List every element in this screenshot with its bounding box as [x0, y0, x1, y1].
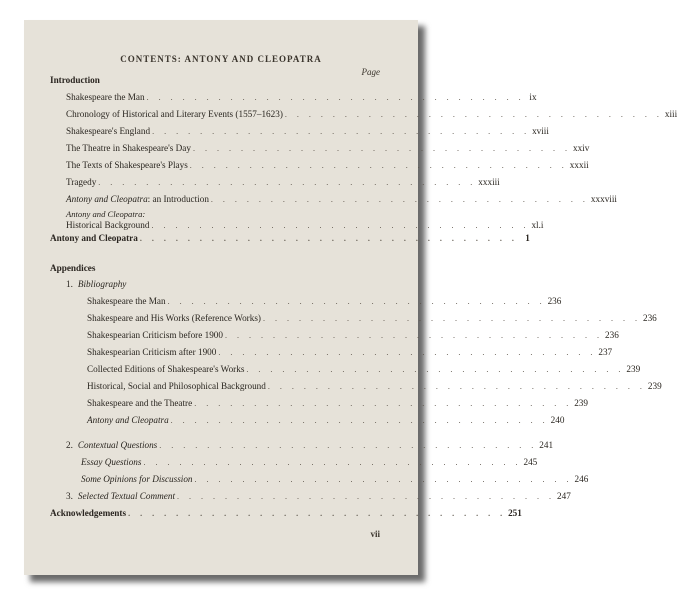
subsection-selected-textual-comment[interactable]: 3. Selected Textual Comment . . . . . . . . . . . . . . . . . . . . . . . . . . . . . . . . 247: [66, 491, 571, 501]
leader-dots: . . . . . . . . . . . . . . . . . . . . . . . . . . . . . . . .: [210, 195, 589, 204]
toc-entry[interactable]: Shakespeare and the Theatre . . . . . . . . . . . . . . . . . . . . . . . . . . . . . . . . 239: [87, 398, 588, 408]
toc-entry[interactable]: Shakespeare and His Works (Reference Works) . . . . . . . . . . . . . . . . . . . . . . . . . . . . . . . . 236: [87, 313, 657, 323]
toc-entry[interactable]: Antony and Cleopatra: Historical Background . . . . . . . . . . . . . . . . . . . . . . . . . . . . . . . . xl.i: [66, 209, 544, 230]
subsection-bibliography: 1. Bibliography: [66, 279, 127, 289]
section-introduction: Introduction: [50, 75, 100, 85]
leader-dots: . . . . . . . . . . . . . . . . . . . . . . . . . . . . . . . .: [225, 331, 603, 340]
leader-dots: . . . . . . . . . . . . . . . . . . . . . . . . . . . . . . . .: [192, 144, 571, 153]
leader-dots: . . . . . . . . . . . . . . . . . . . . . . . . . . . . . . . .: [143, 458, 522, 467]
page-number: vii: [370, 529, 380, 539]
toc-entry[interactable]: Some Opinions for Discussion . . . . . . . . . . . . . . . . . . . . . . . . . . . . . . . . 246: [81, 474, 589, 484]
toc-entry[interactable]: Antony and Cleopatra . . . . . . . . . . . . . . . . . . . . . . . . . . . . . . . . 240: [87, 415, 565, 425]
section-acknowledgements[interactable]: Acknowledgements . . . . . . . . . . . . . . . . . . . . . . . . . . . . . . . . 251: [50, 508, 522, 518]
toc-entry[interactable]: Tragedy . . . . . . . . . . . . . . . . . . . . . . . . . . . . . . . . xxxiii: [66, 177, 500, 187]
section-appendices: Appendices: [50, 263, 96, 273]
leader-dots: . . . . . . . . . . . . . . . . . . . . . . . . . . . . . . . .: [284, 110, 663, 119]
leader-dots: . . . . . . . . . . . . . . . . . . . . . . . . . . . . . . . .: [194, 399, 573, 408]
leader-dots: . . . . . . . . . . . . . . . . . . . . . . . . . . . . . . . .: [246, 365, 625, 374]
toc-entry[interactable]: The Texts of Shakespeare's Plays . . . . . . . . . . . . . . . . . . . . . . . . . . . . . . . . xxxii: [66, 160, 589, 170]
leader-dots: . . . . . . . . . . . . . . . . . . . . . . . . . . . . . . . .: [159, 441, 538, 450]
subsection-contextual-questions[interactable]: 2. Contextual Questions . . . . . . . . . . . . . . . . . . . . . . . . . . . . . . . . 241: [66, 440, 554, 450]
leader-dots: . . . . . . . . . . . . . . . . . . . . . . . . . . . . . . . .: [189, 161, 568, 170]
toc-entry[interactable]: Antony and Cleopatra: an Introduction . . . . . . . . . . . . . . . . . . . . . . . . . . . . . . . . xxxviii: [66, 194, 617, 204]
book-page: [24, 20, 677, 575]
leader-dots: . . . . . . . . . . . . . . . . . . . . . . . . . . . . . . . .: [262, 314, 641, 323]
toc-entry[interactable]: Shakespeare the Man . . . . . . . . . . . . . . . . . . . . . . . . . . . . . . . . ix: [66, 92, 537, 102]
leader-dots: . . . . . . . . . . . . . . . . . . . . . . . . . . . . . . . .: [177, 492, 556, 501]
leader-dots: . . . . . . . . . . . . . . . . . . . . . . . . . . . . . . . .: [194, 475, 573, 484]
leader-dots: . . . . . . . . . . . . . . . . . . . . . . . . . . . . . . . .: [167, 297, 546, 306]
toc-entry[interactable]: Chronology of Historical and Literary Events (1557–1623) . . . . . . . . . . . . . . . . . . . . . . . . . . . . . . . . xiii: [66, 109, 677, 119]
toc-entry[interactable]: The Theatre in Shakespeare's Day . . . . . . . . . . . . . . . . . . . . . . . . . . . . . . . . xxiv: [66, 143, 590, 153]
toc-entry[interactable]: Historical, Social and Philosophical Background . . . . . . . . . . . . . . . . . . . . . . . . . . . . . . . . 239: [87, 381, 662, 391]
leader-dots: . . . . . . . . . . . . . . . . . . . . . . . . . . . . . . . .: [151, 221, 530, 230]
toc-entry[interactable]: Essay Questions . . . . . . . . . . . . . . . . . . . . . . . . . . . . . . . . 245: [81, 457, 538, 467]
leader-dots: . . . . . . . . . . . . . . . . . . . . . . . . . . . . . . . .: [267, 382, 646, 391]
leader-dots: . . . . . . . . . . . . . . . . . . . . . . . . . . . . . . . .: [128, 509, 507, 518]
leader-dots: . . . . . . . . . . . . . . . . . . . . . . . . . . . . . . . .: [146, 93, 525, 102]
toc-entry[interactable]: Shakespeare's England . . . . . . . . . . . . . . . . . . . . . . . . . . . . . . . . xviii: [66, 126, 549, 136]
leader-dots: . . . . . . . . . . . . . . . . . . . . . . . . . . . . . . . .: [218, 348, 597, 357]
toc-entry[interactable]: Shakespearian Criticism before 1900 . . . . . . . . . . . . . . . . . . . . . . . . . . . . . . . . 236: [87, 330, 619, 340]
leader-dots: . . . . . . . . . . . . . . . . . . . . . . . . . . . . . . . .: [170, 416, 549, 425]
toc-entry[interactable]: Shakespeare the Man . . . . . . . . . . . . . . . . . . . . . . . . . . . . . . . . 236: [87, 296, 562, 306]
page-title: CONTENTS: ANTONY AND CLEOPATRA: [120, 54, 322, 64]
toc-entry[interactable]: Collected Editions of Shakespeare's Works . . . . . . . . . . . . . . . . . . . . . . . . . . . . . . . . 239: [87, 364, 641, 374]
section-antony-and-cleopatra[interactable]: Antony and Cleopatra . . . . . . . . . . . . . . . . . . . . . . . . . . . . . . . . 1: [50, 233, 530, 243]
leader-dots: . . . . . . . . . . . . . . . . . . . . . . . . . . . . . . . .: [98, 178, 477, 187]
toc-entry[interactable]: Shakespearian Criticism after 1900 . . . . . . . . . . . . . . . . . . . . . . . . . . . . . . . . 237: [87, 347, 613, 357]
leader-dots: . . . . . . . . . . . . . . . . . . . . . . . . . . . . . . . .: [139, 234, 518, 243]
page-column-header: Page: [361, 67, 380, 77]
leader-dots: . . . . . . . . . . . . . . . . . . . . . . . . . . . . . . . .: [152, 127, 531, 136]
